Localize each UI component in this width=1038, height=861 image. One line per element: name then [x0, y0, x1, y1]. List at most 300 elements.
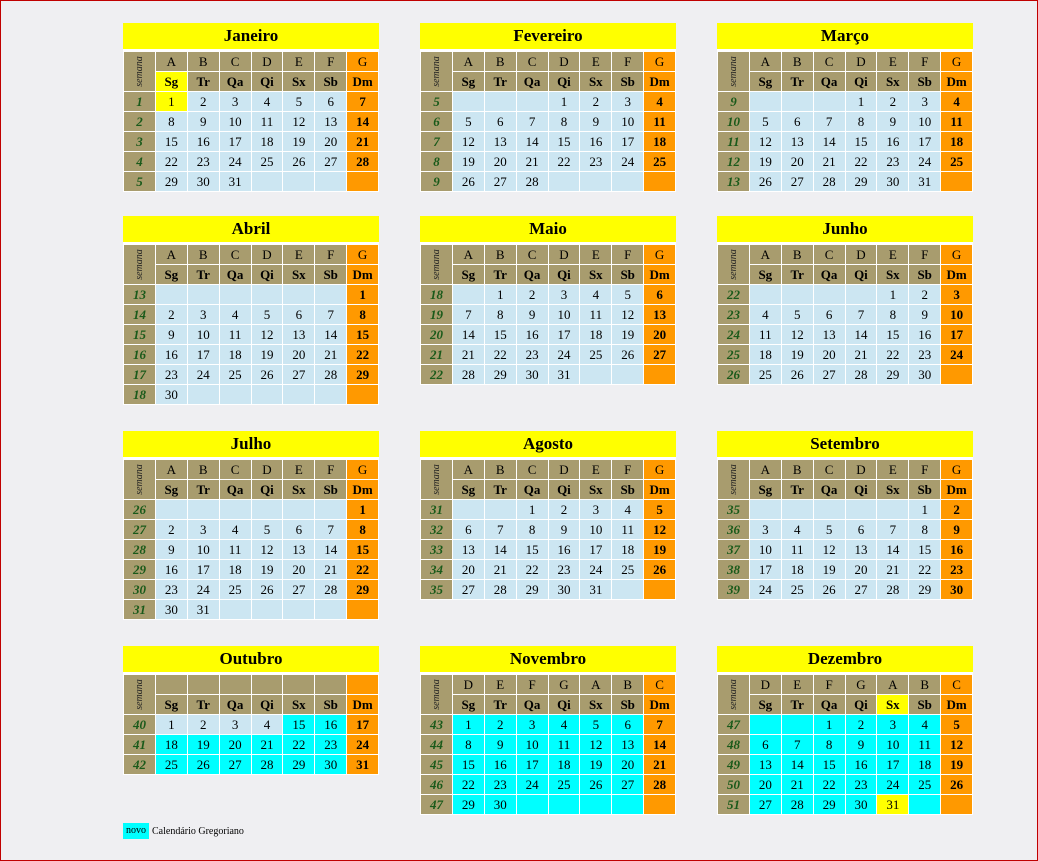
- dominical-letter: F: [315, 52, 347, 72]
- week-number: 28: [124, 540, 156, 560]
- day-cell: 5: [251, 305, 283, 325]
- weekday-header: Qa: [813, 480, 845, 500]
- day-cell: 2: [155, 520, 187, 540]
- day-cell: 27: [612, 775, 644, 795]
- day-cell: 17: [580, 540, 612, 560]
- month-dezembro: [717, 646, 973, 815]
- legend-swatch: novo: [123, 823, 149, 839]
- week-number: 9: [718, 92, 750, 112]
- day-cell: 16: [516, 325, 548, 345]
- weekday-header: Dm: [347, 265, 379, 285]
- day-cell: 22: [548, 152, 580, 172]
- weekday-header: Dm: [347, 72, 379, 92]
- weekday-header: Qi: [845, 695, 877, 715]
- dominical-letter: C: [516, 245, 548, 265]
- day-cell: 13: [644, 305, 676, 325]
- day-cell: 6: [452, 520, 484, 540]
- dominical-letter: B: [187, 52, 219, 72]
- day-cell: 18: [612, 540, 644, 560]
- day-cell: 28: [877, 580, 909, 600]
- day-cell: 29: [155, 172, 187, 192]
- day-cell: 20: [813, 345, 845, 365]
- day-cell: 2: [909, 285, 941, 305]
- week-row: [421, 132, 676, 152]
- day-cell: [749, 715, 781, 735]
- week-row: [421, 735, 676, 755]
- weekday-header: Qa: [219, 695, 251, 715]
- day-cell: 22: [452, 775, 484, 795]
- day-cell: 18: [781, 560, 813, 580]
- day-cell: 11: [612, 520, 644, 540]
- dominical-letter: G: [941, 460, 973, 480]
- week-column-header: [421, 460, 453, 500]
- day-cell: 18: [909, 755, 941, 775]
- day-cell: 27: [452, 580, 484, 600]
- day-cell: 4: [219, 305, 251, 325]
- day-cell: 28: [452, 365, 484, 385]
- dominical-letter: E: [580, 52, 612, 72]
- day-cell: 7: [644, 715, 676, 735]
- day-cell: 6: [845, 520, 877, 540]
- dominical-letter: C: [941, 675, 973, 695]
- weekday-header: Tr: [187, 265, 219, 285]
- weekday-header: Qi: [251, 265, 283, 285]
- day-cell: [749, 285, 781, 305]
- day-cell: 27: [781, 172, 813, 192]
- day-cell: 2: [845, 715, 877, 735]
- week-row: [124, 755, 379, 775]
- day-cell: 18: [644, 132, 676, 152]
- weekday-header: Sx: [283, 480, 315, 500]
- day-cell: 26: [580, 775, 612, 795]
- day-cell: 13: [813, 325, 845, 345]
- day-cell: 13: [452, 540, 484, 560]
- week-row: [421, 775, 676, 795]
- day-cell: 20: [781, 152, 813, 172]
- dominical-letter: A: [155, 460, 187, 480]
- dominical-letter: D: [452, 675, 484, 695]
- day-cell: 23: [516, 345, 548, 365]
- day-cell: 5: [251, 520, 283, 540]
- day-cell: 3: [548, 285, 580, 305]
- day-cell: [749, 500, 781, 520]
- weekday-header: Qi: [845, 72, 877, 92]
- dominical-letter: A: [452, 52, 484, 72]
- weekday-header: Sg: [155, 72, 187, 92]
- week-number: 49: [718, 755, 750, 775]
- weekday-header: Sg: [749, 265, 781, 285]
- month-setembro: [717, 431, 973, 600]
- week-row: [421, 365, 676, 385]
- day-cell: [845, 285, 877, 305]
- day-cell: 21: [251, 735, 283, 755]
- week-header-label: semana: [727, 464, 739, 495]
- day-cell: 18: [155, 735, 187, 755]
- day-cell: [484, 500, 516, 520]
- weekday-header: Sx: [283, 265, 315, 285]
- day-cell: 15: [155, 132, 187, 152]
- week-column-header: [124, 675, 156, 715]
- dominical-letter: D: [251, 460, 283, 480]
- week-header-label: semana: [727, 679, 739, 710]
- day-cell: [941, 365, 973, 385]
- day-cell: [315, 500, 347, 520]
- day-cell: 2: [155, 305, 187, 325]
- day-cell: [187, 500, 219, 520]
- day-cell: [813, 500, 845, 520]
- week-number: 27: [124, 520, 156, 540]
- day-cell: 2: [877, 92, 909, 112]
- day-cell: 8: [813, 735, 845, 755]
- week-row: [124, 600, 379, 620]
- day-cell: 9: [580, 112, 612, 132]
- day-cell: 24: [877, 775, 909, 795]
- day-cell: [644, 172, 676, 192]
- day-cell: 26: [283, 152, 315, 172]
- dominical-letter: E: [484, 675, 516, 695]
- day-cell: 29: [283, 755, 315, 775]
- week-number: 47: [421, 795, 453, 815]
- day-cell: 27: [484, 172, 516, 192]
- day-cell: 15: [845, 132, 877, 152]
- dominical-letter: G: [644, 245, 676, 265]
- weekday-header: Qa: [516, 72, 548, 92]
- day-cell: [347, 172, 379, 192]
- day-cell: 26: [749, 172, 781, 192]
- week-number: 13: [124, 285, 156, 305]
- week-number: 16: [124, 345, 156, 365]
- weekday-header: Sg: [749, 72, 781, 92]
- day-cell: 9: [484, 735, 516, 755]
- week-row: [421, 172, 676, 192]
- dominical-letter: B: [781, 245, 813, 265]
- dominical-letter: E: [877, 52, 909, 72]
- day-cell: [155, 285, 187, 305]
- day-cell: 12: [580, 735, 612, 755]
- dominical-letter: A: [452, 245, 484, 265]
- dominical-letter: C: [813, 460, 845, 480]
- day-cell: 16: [941, 540, 973, 560]
- day-cell: 10: [749, 540, 781, 560]
- day-cell: 19: [251, 560, 283, 580]
- month-novembro: [420, 646, 676, 815]
- dominical-letter: B: [187, 460, 219, 480]
- day-cell: 12: [251, 325, 283, 345]
- day-cell: 7: [315, 305, 347, 325]
- day-cell: 9: [941, 520, 973, 540]
- dominical-letter: [187, 675, 219, 695]
- day-cell: 21: [813, 152, 845, 172]
- day-cell: 23: [941, 560, 973, 580]
- day-cell: 13: [781, 132, 813, 152]
- weekday-header: Qi: [845, 265, 877, 285]
- week-number: 2: [124, 112, 156, 132]
- day-cell: 25: [155, 755, 187, 775]
- month-title: Maio: [420, 216, 676, 244]
- day-cell: [315, 285, 347, 305]
- week-number: 20: [421, 325, 453, 345]
- day-cell: 11: [548, 735, 580, 755]
- day-cell: 16: [155, 345, 187, 365]
- day-cell: 9: [845, 735, 877, 755]
- dominical-letter: G: [845, 675, 877, 695]
- day-cell: 22: [909, 560, 941, 580]
- day-cell: 25: [644, 152, 676, 172]
- day-cell: 2: [548, 500, 580, 520]
- week-number: 23: [718, 305, 750, 325]
- dominical-letter: D: [845, 52, 877, 72]
- weekday-header: Dm: [644, 265, 676, 285]
- day-cell: [452, 500, 484, 520]
- day-cell: 6: [484, 112, 516, 132]
- day-cell: 30: [187, 172, 219, 192]
- day-cell: [612, 365, 644, 385]
- day-cell: 30: [941, 580, 973, 600]
- day-cell: 13: [845, 540, 877, 560]
- day-cell: 21: [644, 755, 676, 775]
- day-cell: 17: [877, 755, 909, 775]
- day-cell: 4: [941, 92, 973, 112]
- dominical-letter: C: [644, 675, 676, 695]
- day-cell: 10: [516, 735, 548, 755]
- day-cell: 28: [315, 580, 347, 600]
- day-cell: 29: [484, 365, 516, 385]
- day-cell: 18: [548, 755, 580, 775]
- day-cell: [580, 365, 612, 385]
- day-cell: 20: [612, 755, 644, 775]
- day-cell: 25: [219, 580, 251, 600]
- day-cell: 24: [219, 152, 251, 172]
- dominical-letter: B: [484, 245, 516, 265]
- day-cell: 31: [877, 795, 909, 815]
- month-title: Junho: [717, 216, 973, 244]
- day-cell: 11: [909, 735, 941, 755]
- day-cell: 29: [845, 172, 877, 192]
- day-cell: 19: [813, 560, 845, 580]
- day-cell: [283, 385, 315, 405]
- weekday-header: Sx: [877, 695, 909, 715]
- weekday-header: Sb: [315, 695, 347, 715]
- day-cell: 26: [251, 580, 283, 600]
- week-number: 18: [124, 385, 156, 405]
- day-cell: 6: [612, 715, 644, 735]
- day-cell: 14: [644, 735, 676, 755]
- day-cell: [219, 500, 251, 520]
- weekday-header: Tr: [187, 72, 219, 92]
- day-cell: 26: [452, 172, 484, 192]
- legend-label: Calendário Gregoriano: [152, 825, 244, 837]
- day-cell: 20: [484, 152, 516, 172]
- week-row: [718, 755, 973, 775]
- dominical-letter: C: [219, 460, 251, 480]
- day-cell: [644, 795, 676, 815]
- week-row: [421, 795, 676, 815]
- weekday-header: Sg: [155, 265, 187, 285]
- month-title: Novembro: [420, 646, 676, 674]
- day-cell: 17: [909, 132, 941, 152]
- day-cell: 28: [644, 775, 676, 795]
- day-cell: 26: [781, 365, 813, 385]
- dominical-letter: B: [781, 52, 813, 72]
- week-row: [718, 795, 973, 815]
- week-header-label: semana: [133, 679, 145, 710]
- week-row: [718, 345, 973, 365]
- day-cell: 20: [315, 132, 347, 152]
- day-cell: 30: [845, 795, 877, 815]
- day-cell: 18: [219, 560, 251, 580]
- day-cell: 22: [283, 735, 315, 755]
- day-cell: 26: [251, 365, 283, 385]
- week-header-label: semana: [727, 249, 739, 280]
- dominical-letter: F: [909, 460, 941, 480]
- day-cell: 1: [516, 500, 548, 520]
- day-cell: 23: [909, 345, 941, 365]
- week-number: 13: [718, 172, 750, 192]
- day-cell: 4: [219, 520, 251, 540]
- week-number: 21: [421, 345, 453, 365]
- day-cell: 8: [845, 112, 877, 132]
- weekday-header: Dm: [941, 72, 973, 92]
- day-cell: 5: [452, 112, 484, 132]
- day-cell: 26: [187, 755, 219, 775]
- week-number: 8: [421, 152, 453, 172]
- day-cell: 16: [315, 715, 347, 735]
- dominical-letter: A: [452, 460, 484, 480]
- week-row: [421, 285, 676, 305]
- week-row: [718, 500, 973, 520]
- week-row: [124, 365, 379, 385]
- day-cell: 1: [155, 715, 187, 735]
- day-cell: 2: [187, 715, 219, 735]
- dominical-letter: F: [612, 245, 644, 265]
- dominical-letter: F: [516, 675, 548, 695]
- dominical-letter: E: [283, 245, 315, 265]
- day-cell: 16: [187, 132, 219, 152]
- weekday-header: Sx: [580, 265, 612, 285]
- day-cell: 3: [516, 715, 548, 735]
- day-cell: 19: [644, 540, 676, 560]
- day-cell: [315, 385, 347, 405]
- day-cell: 11: [644, 112, 676, 132]
- day-cell: [155, 500, 187, 520]
- day-cell: 3: [187, 305, 219, 325]
- week-row: [718, 152, 973, 172]
- day-cell: 14: [516, 132, 548, 152]
- dominical-letter: E: [580, 460, 612, 480]
- month-junho: [717, 216, 973, 385]
- dominical-letter: E: [580, 245, 612, 265]
- day-cell: [612, 172, 644, 192]
- day-cell: 17: [347, 715, 379, 735]
- day-cell: 22: [347, 345, 379, 365]
- week-row: [421, 580, 676, 600]
- day-cell: 29: [909, 580, 941, 600]
- day-cell: [251, 285, 283, 305]
- day-cell: 28: [315, 365, 347, 385]
- week-number: 29: [124, 560, 156, 580]
- day-cell: 27: [283, 365, 315, 385]
- week-row: [124, 560, 379, 580]
- dominical-letter: A: [877, 675, 909, 695]
- weekday-header: Qi: [548, 695, 580, 715]
- weekday-header: Qi: [251, 72, 283, 92]
- day-cell: 1: [845, 92, 877, 112]
- day-cell: 31: [347, 755, 379, 775]
- day-cell: 13: [484, 132, 516, 152]
- day-cell: 21: [315, 345, 347, 365]
- week-column-header: [421, 675, 453, 715]
- day-cell: 9: [516, 305, 548, 325]
- month-title: Outubro: [123, 646, 379, 674]
- dominical-letter: A: [580, 675, 612, 695]
- week-number: 22: [718, 285, 750, 305]
- weekday-header: Sx: [877, 265, 909, 285]
- day-cell: 23: [484, 775, 516, 795]
- weekday-header: Qa: [219, 265, 251, 285]
- day-cell: [251, 172, 283, 192]
- dominical-letter: D: [845, 460, 877, 480]
- week-row: [124, 152, 379, 172]
- dominical-letter: B: [909, 675, 941, 695]
- day-cell: 14: [315, 540, 347, 560]
- day-cell: 10: [187, 540, 219, 560]
- day-cell: 5: [644, 500, 676, 520]
- day-cell: 11: [941, 112, 973, 132]
- weekday-header: Qa: [813, 72, 845, 92]
- weekday-header: Sx: [877, 72, 909, 92]
- week-header-label: semana: [133, 56, 145, 87]
- week-number: 36: [718, 520, 750, 540]
- day-cell: 3: [877, 715, 909, 735]
- month-title: Julho: [123, 431, 379, 459]
- week-row: [124, 520, 379, 540]
- day-cell: 22: [516, 560, 548, 580]
- week-row: [421, 152, 676, 172]
- week-row: [718, 172, 973, 192]
- day-cell: 23: [155, 580, 187, 600]
- day-cell: 13: [612, 735, 644, 755]
- day-cell: 21: [347, 132, 379, 152]
- day-cell: 30: [877, 172, 909, 192]
- day-cell: 24: [941, 345, 973, 365]
- month-março: [717, 23, 973, 192]
- dominical-letter: E: [877, 245, 909, 265]
- week-number: 4: [124, 152, 156, 172]
- day-cell: [644, 580, 676, 600]
- weekday-header: Qa: [219, 72, 251, 92]
- day-cell: 28: [251, 755, 283, 775]
- day-cell: 25: [219, 365, 251, 385]
- day-cell: 23: [155, 365, 187, 385]
- day-cell: 11: [781, 540, 813, 560]
- day-cell: 25: [548, 775, 580, 795]
- day-cell: 13: [283, 540, 315, 560]
- day-cell: 12: [644, 520, 676, 540]
- day-cell: 31: [580, 580, 612, 600]
- week-row: [421, 500, 676, 520]
- week-column-header: [124, 52, 156, 92]
- day-cell: 23: [845, 775, 877, 795]
- day-cell: 5: [580, 715, 612, 735]
- day-cell: 19: [580, 755, 612, 775]
- day-cell: 7: [347, 92, 379, 112]
- weekday-header: Sg: [452, 72, 484, 92]
- day-cell: 25: [612, 560, 644, 580]
- dominical-letter: [347, 675, 379, 695]
- week-number: 45: [421, 755, 453, 775]
- day-cell: 2: [516, 285, 548, 305]
- week-number: 14: [124, 305, 156, 325]
